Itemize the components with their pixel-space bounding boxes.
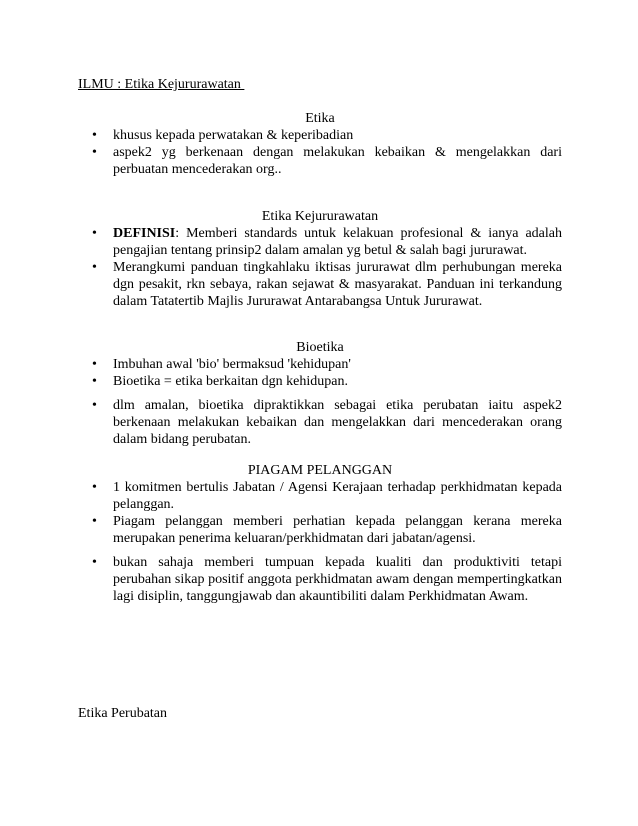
section-heading: Etika Kejururawatan	[261, 209, 379, 224]
section-etika	[78, 110, 562, 178]
list-item	[78, 127, 562, 144]
bullet-list	[78, 356, 562, 448]
list-item	[78, 225, 562, 259]
list-item-text: Bioetika = etika berkaitan dgn kehidupan.	[113, 374, 348, 389]
list-item	[78, 479, 562, 513]
list-item	[78, 397, 562, 448]
list-item	[78, 259, 562, 310]
bullet-list	[78, 127, 562, 178]
bullet-list	[78, 225, 562, 310]
section-piagam-pelanggan	[78, 462, 562, 605]
list-item-text: : Memberi standards untuk kelakuan profesional & ianya adalah pengajian tentang prinsip2 dalam amalan yg betul & salah bagi jururawat.	[113, 226, 562, 258]
section-bioetika	[78, 339, 562, 448]
list-item	[78, 373, 562, 390]
list-item	[78, 554, 562, 605]
list-item-text: aspek2 yg berkenaan dengan melakukan kebaikan & mengelakkan dari perbuatan mencederakan org..	[113, 145, 562, 177]
section-heading: Etika	[305, 111, 335, 126]
document-title: ILMU : Etika Kejururawatan	[78, 77, 245, 92]
definition-label: DEFINISI	[113, 226, 176, 241]
list-item	[78, 356, 562, 373]
list-item-text: Piagam pelanggan memberi perhatian kepada pelanggan kerana mereka merupakan penerima keluaran/perkhidmatan dari jabatan/agensi.	[113, 514, 562, 546]
list-item-text: Imbuhan awal 'bio' bermaksud 'kehidupan'	[113, 357, 351, 372]
list-item	[78, 513, 562, 547]
bullet-list	[78, 479, 562, 605]
section-etika-kejururawatan	[78, 208, 562, 310]
list-item-text: bukan sahaja memberi tumpuan kepada kualiti dan produktiviti tetapi perubahan sikap positif anggota perkhidmatan awam dengan mempertingkatkan lagi disiplin, tanggungjawab dan akauntibiliti dalam Perkhidmatan Awam.	[113, 555, 562, 604]
list-item-text: Merangkumi panduan tingkahlaku iktisas jururawat dlm perhubungan mereka dgn pesakit, rkn sebaya, rakan sejawat & masyarakat. Panduan ini terkandung dalam Tatatertib Majlis Jururawat Antarabangsa Untuk Jururawat.	[113, 260, 562, 309]
list-item-text: khusus kepada perwatakan & keperibadian	[113, 128, 354, 143]
list-item-text: 1 komitmen bertulis Jabatan / Agensi Kerajaan terhadap perkhidmatan kepada pelanggan.	[113, 480, 562, 512]
list-item	[78, 144, 562, 178]
section-heading: PIAGAM PELANGGAN	[247, 463, 393, 478]
footer-heading: Etika Perubatan	[78, 706, 168, 721]
list-item-text: dlm amalan, bioetika dipraktikkan sebagai etika perubatan iaitu aspek2 berkenaan melakukan kebaikan dan mengelakkan dari mencederakan orang dalam bidang perubatan.	[113, 398, 562, 447]
section-heading: Bioetika	[296, 340, 344, 355]
